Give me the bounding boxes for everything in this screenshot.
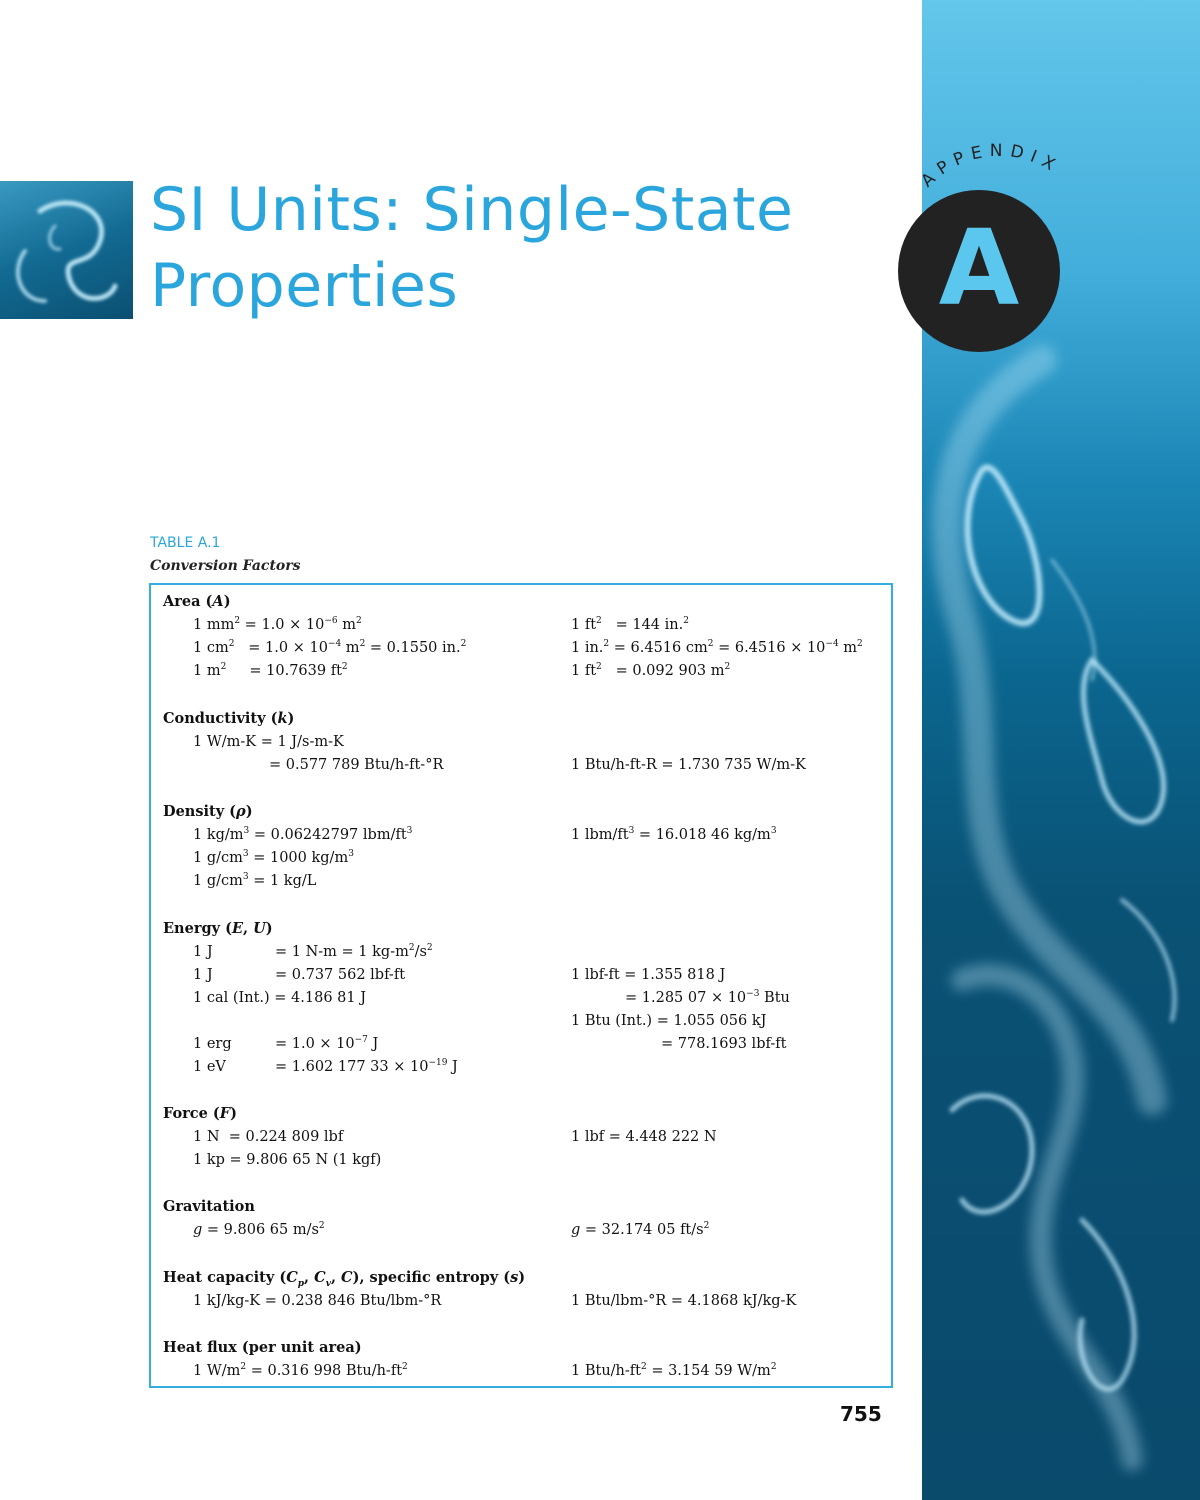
section-heading-energy: Energy (E, U): [163, 920, 273, 937]
table-cell: 1 cal (Int.) = 4.186 81 J: [193, 990, 367, 1006]
table-cell: 1 $mm^2 = 1.0 \times 10^{-6}$ $m^2$: [193, 616, 362, 633]
table-cell: = 778.1693 lbf-ft: [661, 1036, 787, 1052]
table-cell: 1 lbm/$ft^3 = 16.018$ 46 $kg/m^3$: [571, 826, 777, 843]
appendix-badge: [898, 190, 1060, 352]
table-cell: 1 erg: [193, 1036, 232, 1052]
chapter-thumbnail-image: [0, 181, 133, 319]
table-cell: = 0.577 789 Btu/h-ft-°R: [269, 757, 444, 773]
table-cell: g = 9.806 65 $m/s^2$: [193, 1221, 325, 1238]
section-heading-area: Area (A): [163, 593, 231, 610]
table-cell: 1 $ft^2 = 144$ in.$^2$: [571, 616, 689, 633]
table-cell: 1 lbf = 4.448 222 N: [571, 1129, 717, 1145]
appendix-label: APPENDIX: [917, 140, 1065, 192]
table-cell: 1 W/m-K = 1 J/s-m-K: [193, 734, 344, 750]
title-line-2: Properties: [150, 251, 459, 321]
table-cell: 1 $ft^2 = 0.092$ 903 $m^2$: [571, 662, 731, 679]
section-heading-heat-capacity: Heat capacity ($C_p$, $C_v$, C), specific entropy (s): [163, 1269, 526, 1289]
table-cell: 1 $kg/m^3 = 0.06242797$ lbm/$ft^3$: [193, 826, 413, 843]
table-cell: 1 kJ/kg-K = 0.238 846 Btu/lbm-°R: [193, 1293, 442, 1309]
table-cell: 1 $W/m^2 = 0.316$ 998 Btu/$h-ft^2$: [193, 1362, 408, 1379]
table-cell: 1 J: [193, 967, 213, 983]
table-cell: = $1.0 \times 10^{-7}$ J: [275, 1035, 379, 1052]
section-heading-heat-flux: Heat flux (per unit area): [163, 1339, 362, 1356]
section-heading-gravitation: Gravitation: [163, 1198, 255, 1215]
conversion-table: [149, 583, 893, 1388]
table-cell: = 1.285 $07 \times 10^{-3}$ Btu: [625, 989, 790, 1006]
table-cell: 1 Btu/lbm-°R = 4.1868 kJ/kg-K: [571, 1293, 797, 1309]
table-cell: 1 lbf-ft = 1.355 818 J: [571, 967, 726, 983]
page-number: 755: [840, 1402, 882, 1426]
table-cell: 1 Btu/h-ft-R = 1.730 735 W/m-K: [571, 757, 806, 773]
table-cell: = 1 N-m = 1 $kg-m^2/s^2$: [275, 943, 433, 960]
table-cell: 1 $m^2$ = 10.7639 $ft^2$: [193, 662, 348, 679]
title-line-1: SI Units: Single-State: [150, 175, 794, 245]
table-cell: g = 32.174 05 $ft/s^2$: [571, 1221, 710, 1238]
table-cell: 1 $cm^2 = 1.0 \times 10^{-4}$ $m^2 = 0.1550$ in.$^2$: [193, 639, 467, 656]
table-cell: 1 N = 0.224 809 lbf: [193, 1129, 344, 1145]
table-cell: 1 kp = 9.806 65 N (1 kgf): [193, 1152, 382, 1168]
table-caption: Conversion Factors: [150, 558, 301, 574]
table-cell: 1 Btu/$h-ft^2 = 3.154$ 59 $W/m^2$: [571, 1362, 777, 1379]
table-cell: 1 Btu (Int.) = 1.055 056 kJ: [571, 1013, 767, 1029]
page-title: [150, 172, 793, 324]
section-heading-force: Force (F): [163, 1105, 237, 1122]
smoke-thumbnail-art: [0, 181, 133, 319]
table-label: TABLE A.1: [150, 535, 221, 551]
table-cell: 1 eV: [193, 1059, 226, 1075]
table-cell: 1 in.$^2$ = 6.4516 $cm^2 = 6.4516 \times 10^{-4}$ $m^2$: [571, 639, 863, 656]
table-cell: 1 $g/cm^3 = 1000$ $kg/m^3$: [193, 849, 354, 866]
section-heading-conductivity: Conductivity (k): [163, 710, 295, 727]
section-heading-density: Density (ρ): [163, 803, 253, 820]
table-cell: 1 J: [193, 944, 213, 960]
table-cell: = 0.737 562 lbf-ft: [275, 967, 406, 983]
appendix-letter: A: [938, 207, 1020, 329]
table-cell: 1 $g/cm^3 = 1$ kg/L: [193, 872, 317, 889]
table-cell: = 1.602 177 $33 \times 10^{-19}$ J: [275, 1058, 458, 1075]
